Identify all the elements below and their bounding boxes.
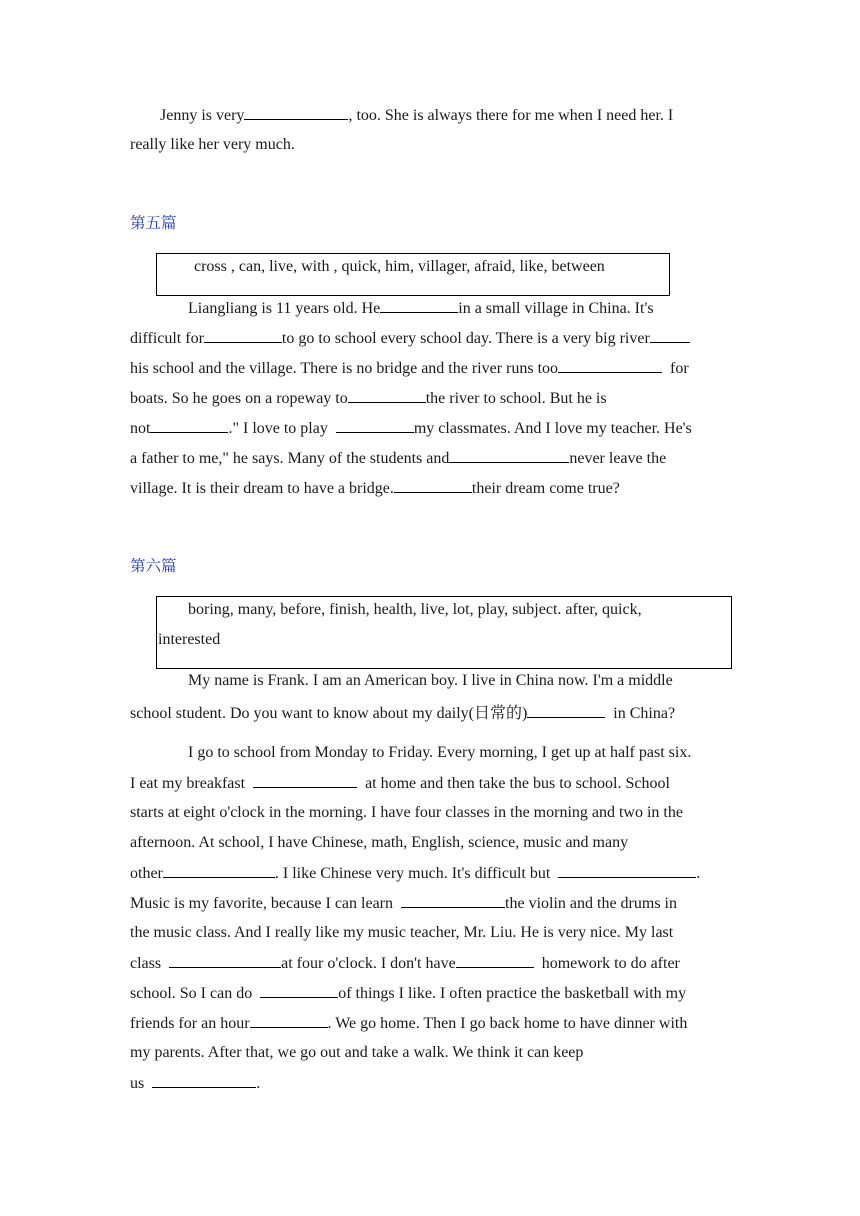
text-line: My name is Frank. I am an American boy. I live in China now. I'm a middle: [188, 672, 673, 689]
word-box-text: cross , can, live, with , quick, him, villager, afraid, like, between: [194, 258, 605, 275]
text-line: Music is my favorite, because I can learn the violin and the drums in: [130, 895, 677, 912]
text-line: village. It is their dream to have a bridge. their dream come true?: [130, 480, 620, 497]
text-line: the music class. And I really like my music teacher, Mr. Liu. He is very nice. My last: [130, 924, 674, 941]
text-line: starts at eight o'clock in the morning. I have four classes in the morning and two in the: [130, 804, 683, 821]
word-box-text-line1: boring, many, before, finish, health, live, lot, play, subject. after, quick,: [188, 601, 642, 618]
section-heading-sixth: 第六篇: [130, 557, 177, 575]
text-line: I eat my breakfast at home and then take the bus to school. School: [130, 775, 670, 792]
answer-blank[interactable]: [558, 863, 696, 878]
answer-blank[interactable]: [449, 448, 569, 463]
answer-blank[interactable]: [336, 418, 414, 433]
answer-blank[interactable]: [204, 328, 282, 343]
text-line: I go to school from Monday to Friday. Every morning, I get up at half past six.: [188, 744, 692, 761]
answer-blank[interactable]: [456, 953, 534, 968]
answer-blank[interactable]: [650, 328, 690, 343]
text-line: boats. So he goes on a ropeway to the river to school. But he is: [130, 390, 607, 407]
text-line: friends for an hour . We go home. Then I go back home to have dinner with: [130, 1015, 688, 1032]
text-line: us .: [130, 1075, 261, 1092]
answer-blank[interactable]: [250, 1013, 328, 1028]
text-line: school student. Do you want to know about my daily(日常的) in China?: [130, 705, 676, 722]
section-heading-fifth: 第五篇: [130, 214, 177, 232]
text-line: a father to me," he says. Many of the students and never leave the: [130, 450, 667, 467]
answer-blank[interactable]: [394, 478, 472, 493]
text-line: really like her very much.: [130, 136, 295, 153]
text-line: difficult for to go to school every school day. There is a very big river: [130, 328, 690, 349]
answer-blank[interactable]: [527, 703, 605, 718]
text-line: other . I like Chinese very much. It's difficult but .: [130, 865, 701, 882]
word-box-text-line2: interested: [158, 631, 221, 648]
answer-blank[interactable]: [348, 388, 426, 403]
text-line: my parents. After that, we go out and take a walk. We think it can keep: [130, 1044, 584, 1061]
answer-blank[interactable]: [253, 773, 357, 788]
text-line: class at four o'clock. I don't have homework to do after: [130, 955, 680, 972]
text-line: not ." I love to play my classmates. And I love my teacher. He's: [130, 420, 692, 437]
text-line: Liangliang is 11 years old. He in a small village in China. It's: [188, 300, 654, 317]
answer-blank[interactable]: [260, 983, 338, 998]
answer-blank[interactable]: [163, 863, 275, 878]
text-line: his school and the village. There is no bridge and the river runs too for: [130, 360, 689, 377]
answer-blank[interactable]: [152, 1073, 256, 1088]
answer-blank[interactable]: [169, 953, 281, 968]
answer-blank[interactable]: [380, 298, 458, 313]
answer-blank[interactable]: [401, 893, 505, 908]
text-line: afternoon. At school, I have Chinese, math, English, science, music and many: [130, 834, 629, 851]
answer-blank[interactable]: [244, 105, 348, 120]
text-line: school. So I can do of things I like. I often practice the basketball with my: [130, 985, 687, 1002]
text-line: Jenny is very , too. She is always there for me when I need her. I: [160, 107, 674, 124]
answer-blank[interactable]: [150, 418, 228, 433]
answer-blank[interactable]: [558, 358, 662, 373]
